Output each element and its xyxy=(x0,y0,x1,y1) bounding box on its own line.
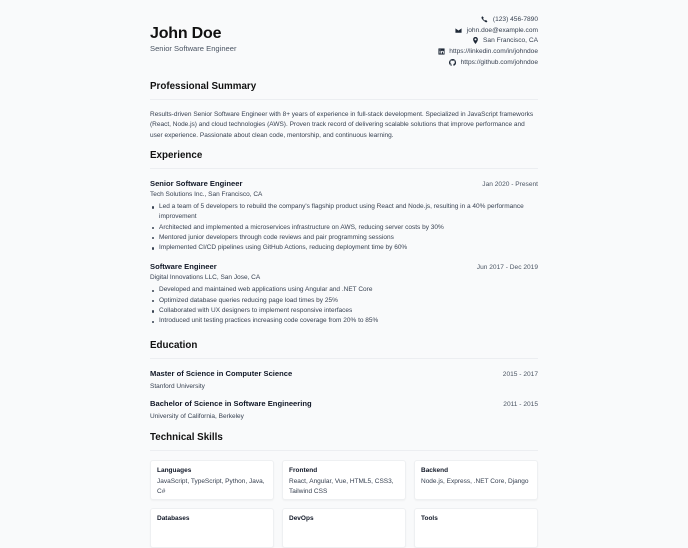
job-title: Senior Software Engineer xyxy=(150,179,243,188)
skill-category: Frontend xyxy=(289,467,318,474)
envelope-icon xyxy=(455,27,463,34)
job-bullet: Architected and implemented a microservices infrastructure on AWS, reducing server costs by 30% xyxy=(150,223,538,233)
candidate-title: Senior Software Engineer xyxy=(150,44,237,53)
contact-info xyxy=(437,14,538,68)
skill-items: React, Angular, Vue, HTML5, CSS3, Tailwind CSS xyxy=(289,478,394,495)
contact-linkedin[interactable] xyxy=(437,46,538,57)
summary-text: Results-driven Senior Software Engineer with 8+ years of experience in full-stack development. Specialized in JavaScript frameworks (React, Node.js) and cloud technologies (AWS). Proven track record of delivering scalable solutions that improve performance and user experience. Passionate about clean code, mentorship, and continuous learning. xyxy=(150,111,534,139)
job-entry xyxy=(150,262,538,326)
location-text: San Francisco, CA xyxy=(483,37,538,45)
skill-category: Languages xyxy=(157,467,192,474)
experience-section xyxy=(150,150,538,327)
education-entry xyxy=(150,369,538,390)
skill-category: Databases xyxy=(157,515,190,522)
education-school: University of California, Berkeley xyxy=(150,413,244,420)
skill-category: Tools xyxy=(421,515,438,522)
job-title: Software Engineer xyxy=(150,262,217,272)
skill-items: JavaScript, TypeScript, Python, Java, C# xyxy=(157,478,265,495)
map-marker-icon xyxy=(471,37,479,44)
linkedin-icon xyxy=(437,48,445,55)
job-bullet: Introduced unit testing practices increasing code coverage from 20% to 85% xyxy=(150,316,538,326)
skill-card-languages xyxy=(150,460,274,500)
job-bullet: Collaborated with UX designers to implement responsive interfaces xyxy=(150,306,538,316)
contact-github[interactable] xyxy=(449,57,538,68)
education-school: Stanford University xyxy=(150,383,205,390)
education-section xyxy=(150,340,538,420)
github-text: https://github.com/johndoe xyxy=(460,59,538,67)
education-entry xyxy=(150,399,538,420)
github-icon xyxy=(449,59,457,66)
job-dates: Jan 2020 - Present xyxy=(482,181,538,188)
job-bullet: Optimized database queries reducing page load times by 25% xyxy=(150,296,538,306)
resume-page xyxy=(150,0,538,522)
skill-card-tools xyxy=(414,508,538,548)
education-degree: Bachelor of Science in Software Engineering xyxy=(150,399,312,408)
education-dates: 2011 - 2015 xyxy=(503,401,538,408)
phone-text: (123) 456-7890 xyxy=(492,15,538,23)
summary-section xyxy=(150,81,538,141)
email-text: john.doe@example.com xyxy=(466,26,538,34)
job-company: Digital Innovations LLC, San Jose, CA xyxy=(150,274,261,282)
contact-email[interactable] xyxy=(455,25,538,36)
resume-header xyxy=(150,0,538,80)
job-bullet: Mentored junior developers through code reviews and pair programming sessions xyxy=(150,233,538,243)
skills-grid xyxy=(150,460,538,548)
skill-category: Backend xyxy=(421,467,449,474)
skill-card-backend xyxy=(414,460,538,500)
contact-location xyxy=(471,36,538,47)
skill-card-devops xyxy=(282,508,406,548)
job-dates: Jun 2017 - Dec 2019 xyxy=(476,264,538,272)
skill-card-frontend xyxy=(282,460,406,500)
job-bullets xyxy=(150,202,538,253)
education-degree: Master of Science in Computer Science xyxy=(150,369,293,378)
skill-card-databases xyxy=(150,508,274,548)
experience-heading: Experience xyxy=(150,150,538,169)
education-heading: Education xyxy=(150,340,538,359)
job-company: Tech Solutions Inc., San Francisco, CA xyxy=(150,191,263,198)
skill-category: DevOps xyxy=(289,515,314,522)
candidate-name: John Doe xyxy=(150,25,222,42)
job-bullets xyxy=(150,285,538,326)
contact-phone[interactable] xyxy=(481,14,538,25)
education-dates: 2015 - 2017 xyxy=(502,371,538,378)
job-bullet: Led a team of 5 developers to rebuild the company's flagship product using React and Node.js, resulting in a 40% performance improvement xyxy=(150,202,538,223)
skill-items: Node.js, Express, .NET Core, Django xyxy=(421,478,529,485)
phone-icon xyxy=(481,16,489,23)
job-bullet: Developed and maintained web applications using Angular and .NET Core xyxy=(150,285,538,295)
skills-section xyxy=(150,432,538,548)
summary-heading: Professional Summary xyxy=(150,81,538,100)
job-entry xyxy=(150,179,538,253)
job-bullet: Implemented CI/CD pipelines using GitHub Actions, reducing deployment time by 60% xyxy=(150,243,538,253)
linkedin-text: https://linkedin.com/in/johndoe xyxy=(449,48,538,56)
skills-heading: Technical Skills xyxy=(150,432,538,451)
